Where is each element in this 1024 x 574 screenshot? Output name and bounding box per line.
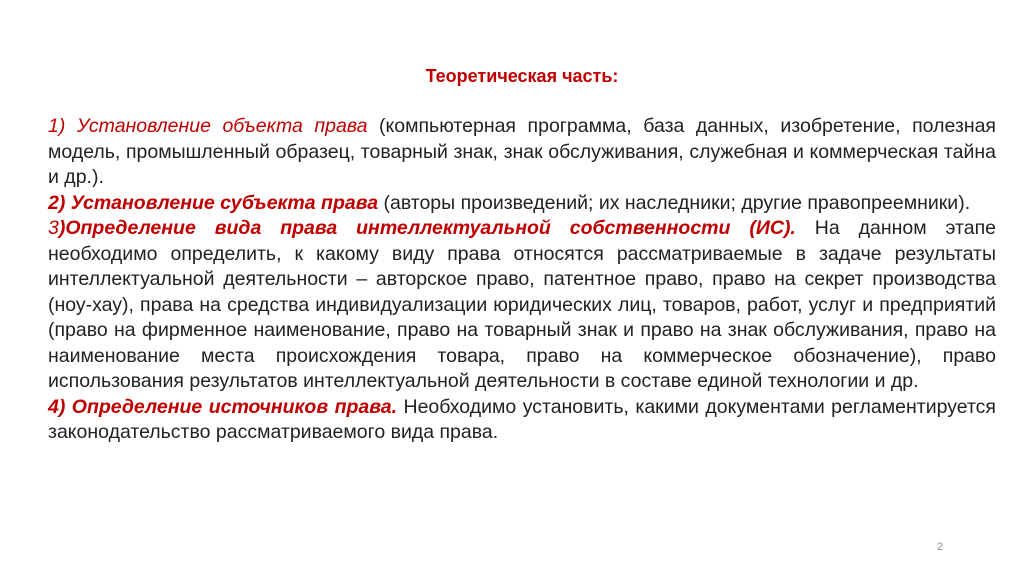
item-3-text: На данном этапе необходимо определить, к какому виду права относятся рассматриваемые в задаче результаты интеллектуальной деятельности – авторское право, патентное право, право на секрет производства (ноу-хау), права на средства индивидуализации юридических лиц, товаров, работ, услуг и предприятий (право на фирменное наименование, право на товарный знак и право на знак обслуживания, право на наименование места происхождения товара, право на коммерческое обозначение), право использования результатов интеллектуальной деятельности в составе единой технологии и др. [48,217,996,392]
item-4-lead: 4) Определение источников права. [48,395,398,418]
item-3-lead: )Определение вида права интеллектуальной собственности (ИС). [58,217,796,239]
item-1-text: (компьютерная программа, база данных, изобретение, полезная модель, промышленный образец, товарный знак, знак обслуживания, служебная и коммерческая тайна и др.). [48,115,996,188]
item-4-text: Необходимо установить, какими документами регламентируется законодательство рассматриваемого вида права. [48,395,996,443]
item-1-lead: 1) Установление объекта права [48,115,368,137]
page-number: 2 [937,541,944,553]
item-1 [48,114,996,191]
item-2-text: (авторы произведений; их наследники; другие правопреемники). [378,191,971,214]
slide-title: Теоретическая часть: [425,66,619,86]
slide-body [48,114,996,446]
item-3 [48,216,996,395]
item-2 [48,191,996,217]
item-4 [48,395,996,446]
item-2-lead: 2) Установление субъекта права [48,191,379,214]
item-3-number: 3 [48,217,59,239]
